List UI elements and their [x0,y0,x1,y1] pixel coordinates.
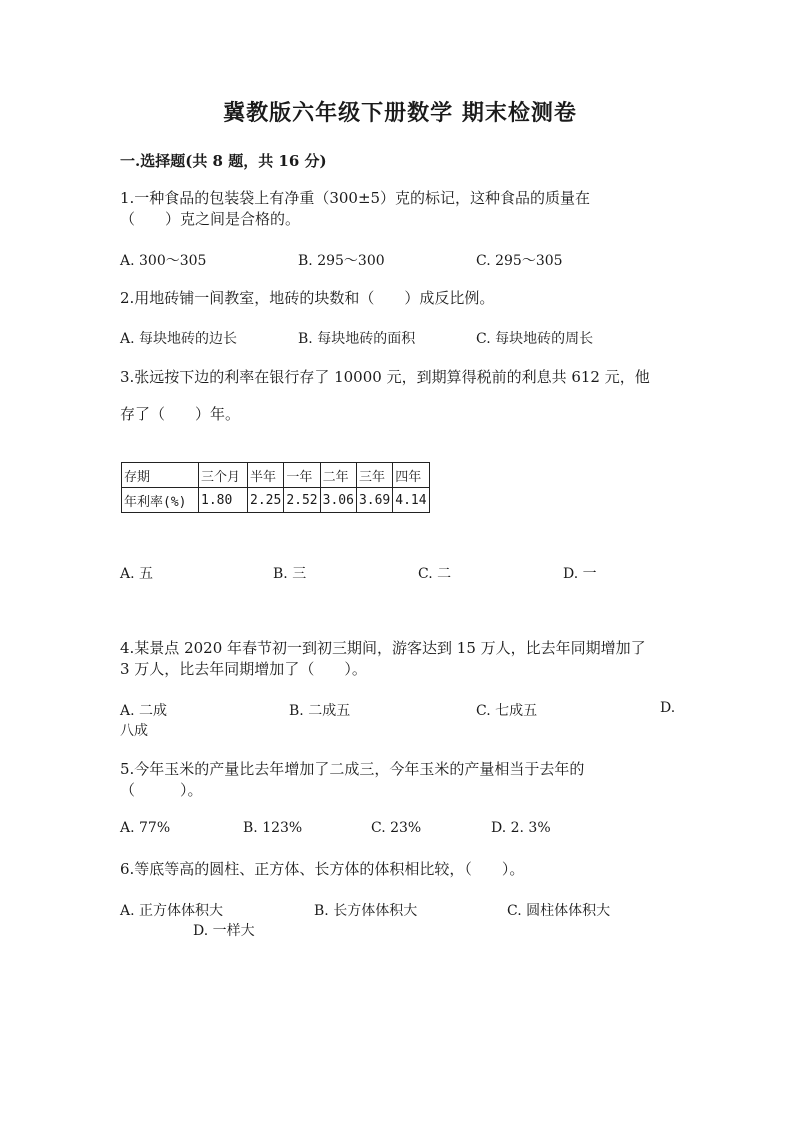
question-6-option-c: C. 圆柱体体积大 [507,903,611,919]
question-4-line-1: 4.某景点 2020 年春节初一到初三期间，游客达到 15 万人，比去年同期增加了 [120,639,646,657]
table-cell: 二年 [320,463,356,488]
question-2-option-c: C. 每块地砖的周长 [476,331,594,347]
page-title: 冀教版六年级下册数学 期末检测卷 [223,100,577,126]
table-cell: 3.69 [356,488,392,513]
question-6-line-1: 6.等底等高的圆柱、正方体、长方体的体积相比较，（ ）。 [120,860,525,878]
table-cell: 三个月 [199,463,248,488]
section-heading: 一.选择题(共 8 题，共 16 分) [120,152,327,170]
table-cell: 2.25 [248,488,284,513]
question-2-option-a: A. 每块地砖的边长 [120,331,238,347]
question-5-option-b: B. 123% [243,820,303,836]
table-cell: 四年 [393,463,429,488]
table-header-row [122,463,430,488]
question-4-option-b: B. 二成五 [289,703,351,719]
question-6-option-a: A. 正方体体积大 [120,903,224,919]
question-3-line-2: 存了（ ）年。 [120,405,241,423]
interest-rate-table [121,462,430,513]
question-2-option-b: B. 每块地砖的面积 [298,331,416,347]
table-cell: 2.52 [284,488,320,513]
question-1-option-b: B. 295～300 [298,253,385,269]
table-row [122,488,430,513]
question-6-option-b: B. 长方体体积大 [314,903,418,919]
question-5-option-d: D. 2. 3% [491,820,551,836]
question-1-line-2: （ ）克之间是合格的。 [120,210,301,228]
question-4-option-c: C. 七成五 [476,703,538,719]
question-5-line-1: 5.今年玉米的产量比去年增加了二成三，今年玉米的产量相当于去年的 [120,760,585,778]
table-cell: 一年 [284,463,320,488]
table-cell: 3.06 [320,488,356,513]
table-cell: 年利率(%) [122,488,199,513]
question-5-option-a: A. 77% [120,820,171,836]
question-3-option-c: C. 二 [418,566,452,582]
table-cell: 半年 [248,463,284,488]
question-5-line-2: （ ）。 [120,781,203,799]
question-6-option-d: D. 一样大 [193,923,255,939]
question-4-line-2: 3 万人，比去年同期增加了（ ）。 [120,660,367,678]
question-4-option-d: D. [660,700,676,716]
question-3-line-1: 3.张远按下边的利率在银行存了 10000 元，到期算得税前的利息共 612 元，他 [120,368,650,386]
table-cell: 1.80 [199,488,248,513]
question-2-line-1: 2.用地砖铺一间教室，地砖的块数和（ ）成反比例。 [120,289,495,307]
table-cell: 存期 [122,463,199,488]
question-3-option-a: A. 五 [120,566,154,582]
question-1-line-1: 1.一种食品的包装袋上有净重（300±5）克的标记，这种食品的质量在 [120,189,591,207]
question-4-option-a: A. 二成 [120,703,168,719]
question-4-option-d-text: 八成 [120,723,148,739]
table-cell: 4.14 [393,488,429,513]
table-cell: 三年 [356,463,392,488]
question-3-option-d: D. 一 [563,566,597,582]
question-3-option-b: B. 三 [273,566,307,582]
question-5-option-c: C. 23% [371,820,422,836]
question-1-option-c: C. 295～305 [476,253,563,269]
question-1-option-a: A. 300～305 [120,253,207,269]
